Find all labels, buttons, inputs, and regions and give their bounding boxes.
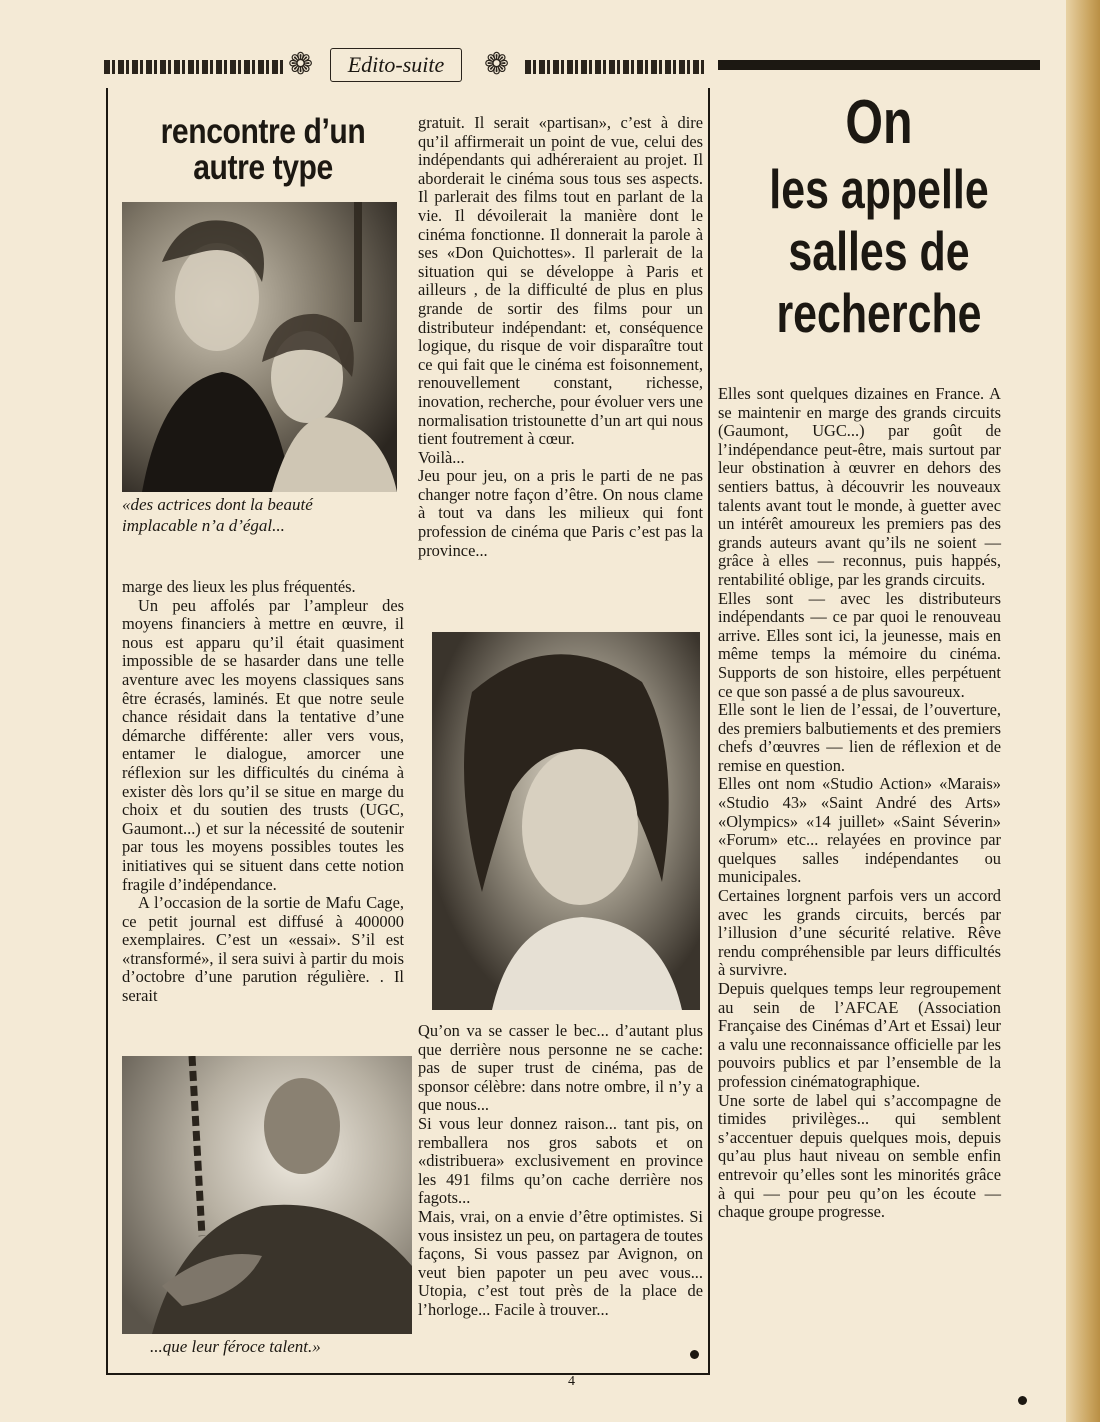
right-column-text [718,385,1001,1415]
title-line: les appelle [769,158,989,220]
paragraph: A l’occasion de la sortie de Mafu Cage, ce petit journal est diffusé à 400000 exemplaires. C’est un «essai». S’il est «transformé», il sera suivi à partir du mois d’octobre d’une parution régulière. . Il serait [122,893,404,1006]
page-edge [1066,0,1100,1422]
caption-line: «des actrices dont la beauté [122,495,313,514]
paragraph: Une sorte de label qui s’accompagne de timides privilèges... qui semblent s’accentuer depuis quelques mois, depuis qu’au plus haut niveau on semble enfin entrevoir qu’elles sont les minorités grâce à qui — pour peu qu’on les écoute — chaque groupe progresse. [718,1090,1001,1222]
left-column-text [122,578,404,1038]
photo-sketch [122,202,397,492]
paragraph: Qu’on va se casser le bec... d’autant plus que derrière nous personne ne se cache: pas de super trust de cinéma, pas de sponsor célèbre: dans notre ombre, il n’y a que nous... [418,1021,703,1115]
photo-man-with-chain [122,1056,412,1334]
title-line: autre type [193,148,333,187]
photo-two-actresses [122,202,397,492]
end-mark-icon [1018,1396,1027,1405]
paragraph: gratuit. Il serait «partisan», c’est à dire qu’il affirmerait un point de vue, celui des indépendants qui adhéreraient au projet. Il aborderait le cinéma sous tous ses aspects. Il parlerait des films tout en parlant de la vie. Il dévoilerait la manière dont le cinéma fonctionne. Il donnerait la parole à ses «Don Quichottes». Il parlerait de la situation qui se développe à Paris et ailleurs , de la difficulté de plus en plus grande de sortir des films pour un distributeur indépendant: et, conséquence logique, du risque de voir disparaître tout ce qui fait que le cinéma est foisonnement, renouvellement constant, richesse, inovation, recherche, pour évoluer vers une normalisation tristounette d’un art qui nous tient foutrement à cœur. [418,113,703,449]
ornament-band-left [104,60,284,74]
title-line: recherche [776,282,982,344]
flourish-ornament-icon: ❁ [288,47,314,82]
paragraph: Jeu pour jeu, on a pris le parti de ne pas changer notre façon d’être. On nous clame à tout va dans les milieux qui font profession de cinéma que Paris c’est pas la province... [418,466,703,560]
title-line: On [845,88,913,157]
right-article-title [753,88,1004,344]
middle-column-text-top [418,114,703,632]
paragraph: Un peu affolés par l’ampleur des moyens financiers à mettre en œuvre, il nous est apparu qu’il était quasiment impossible de se hasarder dans une telle aventure avec les moyens classiques sans être écrasés, laminés. Et que notre seule chance résidait dans la tentative d’une démarche différente: aller vers vous, entamer le dialogue, amorcer une réflexion sur les difficultés du cinéma à exister dès lors qu’il se situe en marge du choix et du soutien des trusts (UGC, Gaumont...) et sur la nécessité de soutenir par tous les moyens possibles toutes les initiatives qui se situent dans cette notion fragile d’indépendance. [122,595,404,894]
ornament-band-right [525,60,705,74]
page-number: 4 [568,1374,575,1389]
header-label: Edito-suite [330,48,462,82]
paragraph: Elles sont quelques dizaines en France. A se maintenir en marge des grands circuits (Gaumont, UGC...) par goût de l’indépendance peut-être, mais surtout par leur obstination à œuvrer en dehors des sentiers battus, à découvrir les nouveaux talents avant tout le monde, à guetter avec un intérêt amoureux les premiers pas des grands auteurs avant qu’ils ne soient — grâce à elles — reconnus, puis happés, rentabilité oblige, par les grands circuits. [718,384,1001,589]
paragraph: Certaines lorgnent parfois vers un accord avec les grands circuits, bercés par l’illusion d’une sécurité relative. Rêve rendu compréhensible par leurs difficultés à survivre. [718,886,1001,980]
paragraph: Elles sont — avec les distributeurs indépendants — ce par quoi le renouveau arrive. Elles sont ici, la jeunesse, mais en même temps la mémoire du cinéma. Supports de son histoire, elles perpétuent ce que son passé a de plus savoureux. [718,588,1001,701]
photo3-caption: ...que leur féroce talent.» [150,1337,321,1356]
title-line: salles de [788,220,970,282]
middle-column-text-bottom [418,1022,703,1362]
paragraph: Voilà... [418,447,465,467]
left-article-title [142,114,385,186]
paragraph: Depuis quelques temps leur regroupement au sein de l’AFCAE (Association Française des Cinémas d’Art et Essai) leur a valu une reconnaissance officielle par les pouvoirs publics et par l’ensemble de la profession cinématographique. [718,979,1001,1091]
flourish-ornament-icon: ❁ [484,47,510,82]
caption-line: implacable n’a d’égal... [122,516,285,535]
header-banner [100,46,705,86]
right-header-rule [718,60,1040,70]
photo-sketch [432,632,700,1010]
photo1-caption [122,494,404,536]
paragraph: Mais, vrai, on a envie d’être optimistes. Si vous insistez un peu, on partagera de toutes façons, Si vous passez par Avignon, on veut bien papoter un peu avec vous... Utopia, c’est tout près de la place de l’horloge... Facile à trouver... [418,1206,703,1319]
paragraph: Si vous leur donnez raison... tant pis, on remballera nos gros sabots et on «distribuera» exclusivement en province les 491 films qu’on cache derrière nos fagots... [418,1113,703,1208]
paragraph: Elles ont nom «Studio Action» «Marais» «Studio 43» «Saint André des Arts» «Olympics» «14 juillet» «Saint Séverin» «Forum» etc... relayées en province par quelques salles indépendantes ou municipales. [718,774,1001,887]
paragraph: marge des lieux les plus fréquentés. [122,577,356,596]
photo-actress-portrait [432,632,700,1010]
title-line: rencontre d’un [160,112,366,151]
photo-sketch [122,1056,412,1334]
paragraph: Elle sont le lien de l’essai, de l’ouverture, des premiers balbutiements et des premiers chefs d’œuvres — lien de réflexion et de remise en question. [718,700,1001,775]
end-mark-icon [690,1350,699,1359]
